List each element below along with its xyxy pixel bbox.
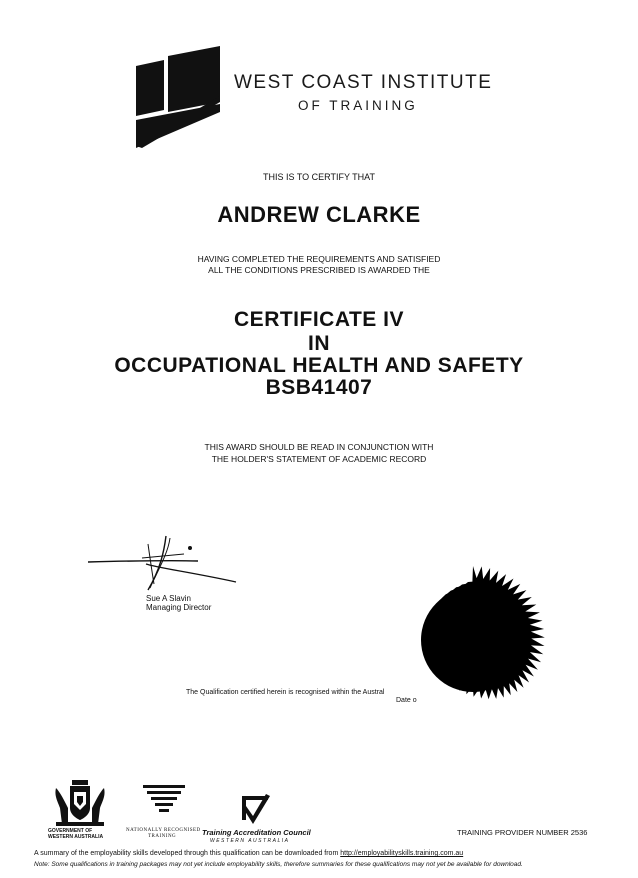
signatory-title: Managing Director xyxy=(146,603,212,612)
employability-skills-link[interactable]: http://employabilityskills.training.com.au xyxy=(340,850,464,857)
date-label: Date o xyxy=(396,697,417,704)
signature-icon xyxy=(86,534,248,592)
qualification-field: OCCUPATIONAL HEALTH AND SAFETY xyxy=(114,354,524,377)
institute-name-line1: WEST COAST INSTITUTE xyxy=(234,72,493,93)
availability-note: Note: Some qualifications in training packages may not yet include employability skills, therefore summaries for these qualifications may not yet be available for download. xyxy=(34,861,523,868)
recipient-name: ANDREW CLARKE xyxy=(217,202,421,227)
award-note-line-2: THE HOLDER'S STATEMENT OF ACADEMIC RECORD xyxy=(211,454,427,464)
employability-summary-line xyxy=(34,850,463,857)
nrt-logo-icon xyxy=(143,783,185,815)
nrt-text-line-1: NATIONALLY RECOGNISED xyxy=(126,828,201,833)
wa-crest-icon xyxy=(50,778,110,828)
qualification-in: IN xyxy=(308,332,330,355)
training-provider-number: TRAINING PROVIDER NUMBER 2536 xyxy=(457,828,588,837)
signatory-name: Sue A Slavin xyxy=(146,594,191,603)
tac-logo-icon xyxy=(240,790,270,826)
summary-text: A summary of the employability skills developed through this qualification can be downloaded from xyxy=(34,850,341,857)
nrt-text-line-2: TRAINING xyxy=(148,834,177,839)
tac-text-line-2: WESTERN AUSTRALIA xyxy=(210,838,290,844)
seal-icon xyxy=(384,566,562,726)
wa-government-line-2: WESTERN AUSTRALIA xyxy=(48,834,104,840)
intro-line-2: ALL THE CONDITIONS PRESCRIBED IS AWARDED THE xyxy=(208,265,430,275)
institute-name-line2: OF TRAINING xyxy=(298,98,418,113)
tac-text-line-1: Training Accreditation Council xyxy=(202,828,311,837)
wa-government-line-1: GOVERNMENT OF xyxy=(48,828,93,834)
recognition-text: The Qualification certified herein is recognised within the Austral xyxy=(186,689,385,696)
qualification-code: BSB41407 xyxy=(265,376,373,399)
award-note-line-1: THIS AWARD SHOULD BE READ IN CONJUNCTION WITH xyxy=(204,442,434,452)
certify-line: THIS IS TO CERTIFY THAT xyxy=(262,172,376,182)
qualification-level: CERTIFICATE IV xyxy=(234,308,404,331)
intro-line-1: HAVING COMPLETED THE REQUIREMENTS AND SATISFIED xyxy=(197,254,441,264)
institute-logo-icon xyxy=(136,46,220,148)
